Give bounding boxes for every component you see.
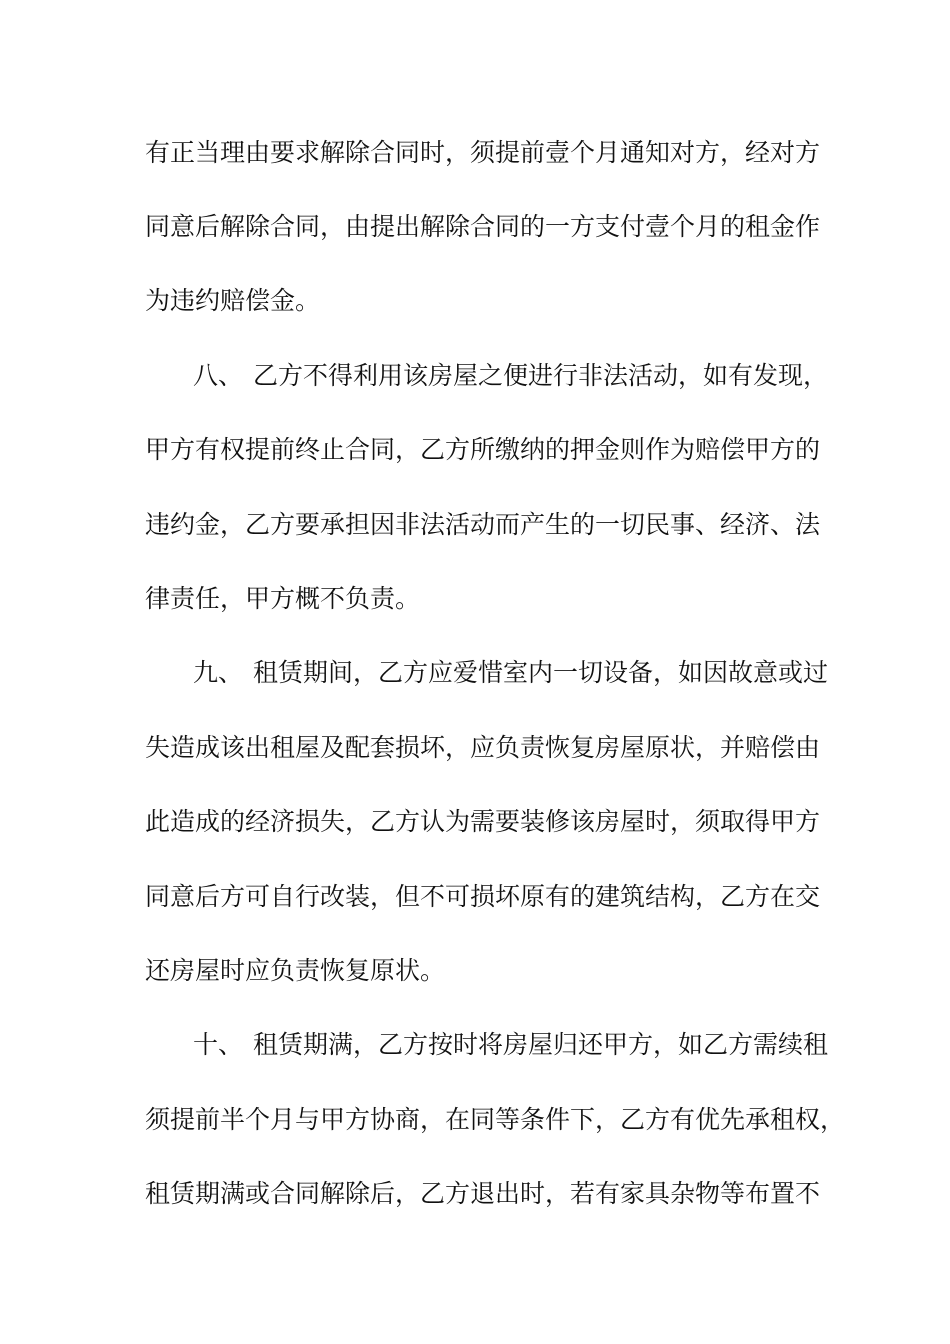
- text-line: 还房屋时应负责恢复原状。: [145, 956, 446, 985]
- clause-text: 租赁期满，乙方按时将房屋归还甲方，如乙方需续租: [253, 1030, 829, 1059]
- text-line: 违约金，乙方要承担因非法活动而产生的一切民事、经济、法: [145, 510, 821, 539]
- text-line: 为违约赔偿金。: [145, 286, 321, 315]
- text-line: 同意后解除合同，由提出解除合同的一方支付壹个月的租金作: [145, 212, 821, 241]
- clause-text: 租赁期间，乙方应爱惜室内一切设备，如因故意或过: [253, 658, 829, 687]
- text-line: 此造成的经济损失，乙方认为需要装修该房屋时，须取得甲方: [145, 807, 821, 836]
- text-line: 租赁期满或合同解除后，乙方退出时，若有家具杂物等布置不: [145, 1179, 821, 1208]
- text-line: 须提前半个月与甲方协商，在同等条件下，乙方有优先承租权，: [145, 1105, 846, 1134]
- clause-number: 八、: [193, 361, 244, 390]
- text-line: 甲方有权提前终止合同，乙方所缴纳的押金则作为赔偿甲方的: [145, 435, 821, 464]
- clause-number: 九、: [193, 658, 244, 687]
- clause-ten: [193, 1025, 828, 1065]
- clause-text: 乙方不得利用该房屋之便进行非法活动，如有发现，: [253, 361, 829, 390]
- clause-eight: [193, 356, 828, 396]
- clause-nine: [193, 653, 828, 693]
- clause-number: 十、: [193, 1030, 244, 1059]
- text-line: 同意后方可自行改装，但不可损坏原有的建筑结构，乙方在交: [145, 882, 821, 911]
- text-line: 有正当理由要求解除合同时，须提前壹个月通知对方，经对方: [145, 138, 821, 167]
- text-line: 律责任，甲方概不负责。: [145, 584, 421, 613]
- text-line: 失造成该出租屋及配套损坏，应负责恢复房屋原状，并赔偿由: [145, 733, 821, 762]
